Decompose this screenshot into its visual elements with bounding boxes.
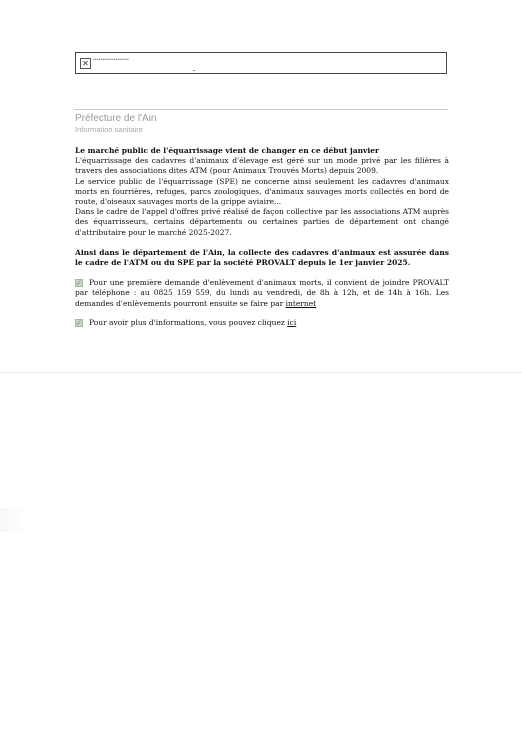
header-rule [74,109,448,110]
broken-image-icon: ✕ [80,58,91,69]
section-subtitle: Information sanitaire [75,125,143,134]
checkbox-icon: ✓ [76,318,82,327]
contact-text: Pour une première demande d'enlèvement d'animaux morts, il convient de joindre PROVALT par téléphone : au 0825 159 559, du lundi au vendredi, de 8h à 12h, et de 14h à 16h. Les demandes d'enlèvements pourront ensuite se faire par [75,278,449,308]
info-text: Pour avoir plus d'informations, vous pouvez cliquez [89,317,288,327]
internet-link[interactable]: internet [285,298,317,308]
article-paragraph: Dans le cadre de l'appel d'offres privé réalisé de façon collective par les associations ATM auprès des équarrisseurs, certains départements ou certaines parties de département ont changé d'attributaire pour le marché 2025-2027. [75,207,449,237]
scan-smudge [0,508,28,532]
image-frame-mark [193,70,195,71]
article-body [75,146,449,328]
contact-paragraph [75,278,449,309]
article-paragraph: Le service public de l'équarrissage (SPE) ne concerne ainsi seulement les cadavres d'animaux morts en fourrières, refuges, parcs zoologiques, d'animaux sauvages morts collectés en bord de route, d'oiseaux sauvages morts de la grippe aviaire... [75,176,449,207]
page-fold [0,372,522,373]
image-alt-text: ▪▪▪▪▪▪▪▪▪▪▪▪▪▪▪▪▪▪▪ [93,58,129,61]
info-paragraph [75,318,449,328]
important-notice: Ainsi dans le département de l'Ain, la collecte des cadavres d'animaux est assurée dans le cadre de l'ATM ou du SPE par la société PROVALT depuis le 1er janvier 2025. [75,247,449,268]
checkbox-icon: ✓ [76,279,82,288]
info-link[interactable]: ici [287,317,297,327]
article-lead: Le marché public de l'équarrissage vient de changer en ce début janvier [75,146,379,155]
prefecture-title: Préfecture de l'Ain [75,113,157,124]
article-paragraph: L'équarrissage des cadavres d'animaux d'élevage est géré sur un mode privé par les filières à travers des associations dites ATM (pour Animaux Trouvés Morts) depuis 2009. [75,156,449,176]
broken-image-frame [75,52,447,74]
